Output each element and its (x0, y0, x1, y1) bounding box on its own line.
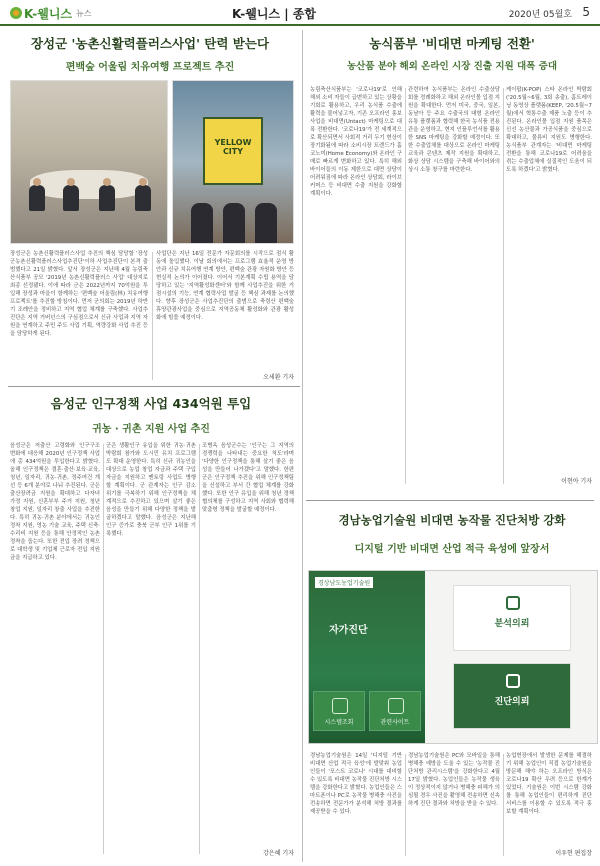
article2-col3: 조병옥 음성군수는 '인구는 그 지역의 경쟁력을 나타내는 중요한 척도'라며 '다양한 인구정책을 통해 살기 좋은 음성을 만들어 나가겠다'고 말했다. 한편 군은 인구정책 추진을 위해 인구정책팀을 신설하고 부서 간 협업 체계를 강화했다. 또한 인구 유입을 위해 청년 정책 협의체를 구성하고 지역 사회와 협력해 맞춤형 정책을 발굴할 예정이다. (202, 443, 294, 513)
article4-subtitle: 디지털 기반 비대면 산업 적극 육성에 앞장서 (354, 544, 550, 555)
article2-col1: 음성군은 저출산 고령화와 인구구조 변화에 대응해 2020년 인구정책 사업에 총 434억원을 투입한다고 밝혔다. 올해 인구정책은 결혼·출산·보육·교육, 청년, 일자리, 귀농·귀촌, 정주여건 개선 등 6개 분야로 나눠 추진된다. 군은 출산장려금 지원을 확대하고 다자녀 가정 지원, 신혼부부 주거 지원, 청년 창업 지원, 일자리 창출 사업을 추진한다. 특히 귀농·귀촌 분야에서는 귀농인 정착 지원, 영농 기술 교육, 주택 신축·수리비 지원 등을 통해 안정적인 농촌 정착을 돕는다. 또한 전입 장려 정책으로 대학생 및 기업체 근로자 전입 지원금을 지급하고 있다. (10, 443, 100, 561)
app-left-panel (309, 571, 425, 744)
clipboard-icon (506, 674, 520, 688)
article3-title: 농식품부 '비대면 마케팅 전환' (369, 36, 535, 51)
logo-sub: 뉴스 (76, 8, 92, 18)
article4-title: 경남농업기술원 비대면 농작물 진단처방 강화 (338, 513, 566, 527)
article4-col1: 경남농업기술원은 14일 '디지털 기반 비대면 산업 적극 육성'에 발맞춰 농업인들이 '포스트 코로나' 시대를 대비할 수 있도록 비대면 농작물 진단처방 시스템을 강화한다고 밝혔다. 농업인들은 스마트폰이나 PC로 농작물 병해충 사진을 전송하면 전문가가 분석해 처방 결과를 제공받을 수 있다. (310, 753, 402, 815)
article3-subtitle: 농산품 분야 해외 온라인 시장 진출 지원 대폭 증대 (347, 61, 557, 72)
article3-col1: 농림축산식품부는 '코로나19'로 인해 해외 소비 자들이 급변하고 있는 상황을 기회로 활용하고, 우리 농식품 수출에 활력을 불어넣고자, 기존 오프라인 홍보사업을 비대면(Untact) 마케팅으로 대폭 전환한다. '코로나19'가 전 세계적으로 확산되면서 사회적 거리 두기 현상이 장기화됨에 따라 소비시장 트렌드가 홈코노미(Home Economy)와 온라인 구매로 빠르게 변화하고 있다. 특히 해외 바이어들의 이동 제한으로 대면 상담이 어려워짐에 따라 온라인 상담회, 라이브 커머스 등 비대면 수출 지원을 강화할 계획이다. (310, 87, 402, 197)
logo-icon (10, 7, 22, 19)
article4-byline: 이우현 편집장 (555, 850, 592, 857)
article4-col3: 농업현장에서 발생한 문제를 해결하기 위해 농업인이 직접 농업기술원을 방문해 해야 하는 오프라인 방식은 코로나19 확산 우려 등으로 한계가 있었다. 기술원은 이번 시스템 강화를 통해 농업인들이 편리하게 진단 서비스를 이용할 수 있도록 적극 홍보할 계획이다. (506, 753, 592, 815)
article1-col1: 장성군은 농촌신활력플러스사업 추진의 핵심 담당할 '장성군농촌신활력플러스사업추진단'이하 사업추진단이 본격 출범했다고 21일 밝혔다. 앞서 장성군은 지난해 4월 농림축산식품부 공모 '2019년 농촌신활력플러스 사업' 대상지로 최종 선정됐다. 이에 따라 군은 2022년까지 70억원을 투입해 장성과 마을이 함께하는 '편백숲 어울림(林) 치유여행 프로젝트'를 추진할 방침이다. 먼저 군의회는 2019년 하반기 조례안을 정비하고 지역 협업 체계를 구축했다. 사업추진단은 지역 거버넌스의 구심점으로서 신규 사업과 지역 자원을 연계하고 주민 주도 사업 기획, 역량강화 사업 추진 등을 담당하게 된다. (10, 251, 148, 337)
app-sites-button: 관련사이트 (369, 691, 421, 731)
page-header (0, 0, 600, 26)
article1-title: 장성군 '농촌신활력플러스사업' 탄력 받는다 (30, 36, 270, 51)
issue-date: 2020년 05월호 (508, 10, 572, 20)
article1-col2: 사업단은 지난 16일 전문가 자문회의를 시작으로 점식 활동에 돌입했다. 이날 회의에서는 프로그램 효율적 운영 방안과 신규 치유여행 연계 방안, 편백숲 관광 자원화 방안 등 현실적 논의가 이어졌다. 이어서 기본계획 수립 용역을 담당하고 있는 '지역활성화센터'와 함께 사업추진을 위한 거점시설의 기능, 연계 협력사업 발굴 등 핵심 과제를 논의했다. 향후 장성군은 사업추진단의 출범으로 축령산 편백숲 휴양관광사업을 중심으로 지역공동체 활성화와 관광 활성화에 힘쓸 예정이다. (156, 251, 294, 321)
article2-title: 음성군 인구정책 사업 434억원 투입 (50, 396, 252, 411)
meeting-photo (10, 80, 168, 244)
app-logo: 경상남도농업기술원 (315, 577, 373, 588)
article3-col2: 관련하여 농식품부는 온라인 수출상담회를 정례화하고 해외 온라인몰 입점 지원을 확대한다. 먼저 미국, 중국, 일본, 동남아 등 주요 수출국의 대형 온라인 유통 플랫폼과 협력해 한국 농식품 전용관을 운영하고, 현지 인플루언서를 활용한 SNS 마케팅을 강화할 예정이다. 또한 수출업체를 대상으로 온라인 마케팅 교육과 콘텐츠 제작 지원을 확대하고, 화상 상담 시스템을 구축해 바이어와의 상시 소통 창구를 마련한다. (408, 87, 500, 173)
app-analysis-card: 분석의뢰 (453, 585, 571, 651)
page-number: 5 (582, 5, 590, 19)
monitor-icon (332, 698, 348, 714)
logo (10, 5, 91, 21)
article2-subtitle: 귀농 · 귀촌 지원 사업 추진 (92, 424, 210, 435)
link-icon (388, 698, 404, 714)
app-right-panel (425, 571, 598, 744)
article3-byline: 이현아 기자 (561, 478, 592, 485)
article3-col3: 케이팝(K-POP) 스타 온라인 박람회('20.5월~6월, 3회 송출), 홈트레이닝 동영상 플랫폼(KEEP, '20.5월~7월)에서 혁통수출 제품 노출 등이 추진된다. 온라인몰 입점 지원 품목은 신선 농산물과 가공식품을 중심으로 확대하고, 물류비 지원도 병행한다. 농식품부 관계자는 '비대면 마케팅 전환을 통해 코로나19로 어려움을 겪는 수출업체에 실질적인 도움이 되도록 하겠다'고 밝혔다. (506, 87, 592, 173)
article2-byline: 강은혜 기자 (263, 850, 294, 857)
yellow-city-photo (172, 80, 294, 244)
app-diagnosis-card: 진단의뢰 (453, 663, 571, 729)
article4-col2: 경남농업기술원은 PC와 모바일을 통해 병해충 예방을 도울 수 있는 '농작물 진단처방 관리시스템'을 강화한다고 4월 17일 밝혔다. 농업인들은 농작물 생육이 정상적이지 않거나 병해충 피해가 의심될 경우 사진을 촬영해 전송하면 신속하게 진단 결과와 처방을 받을 수 있다. (408, 753, 500, 807)
diagnosis-app-screenshot (308, 570, 598, 744)
logo-text: K-웰니스 (24, 6, 73, 21)
section-title: K-웰니스 | 종합 (232, 7, 316, 21)
sign-text: YELLOW CITY (214, 137, 252, 156)
article1-byline: 오세환 기자 (263, 374, 294, 381)
app-system-button: 시스템조회 (313, 691, 365, 731)
article2-col2: 군은 생활인구 유입을 위한 귀농·귀촌 박람회 참가와 도시민 유치 프로그램도 확대 운영한다. 특히 신규 귀농인을 대상으로 농업 창업 자금과 주택 구입 자금을 지원하고 멘토링 사업도 병행할 계획이다. 군 관계자는 인구 감소 위기를 극복하기 위해 인구정책을 체계적으로 추진하고 있으며 살기 좋은 음성을 만들기 위해 다양한 정책을 발굴하겠다고 말했다. 음성군은 지난해 인구 증가로 충북 군부 인구 1위를 기록했다. (106, 443, 196, 537)
article1-subtitle: 편백숲 어울림 치유여행 프로젝트 추진 (65, 62, 235, 73)
app-hero-label: 자가진단 (329, 625, 368, 636)
document-icon (506, 596, 520, 610)
